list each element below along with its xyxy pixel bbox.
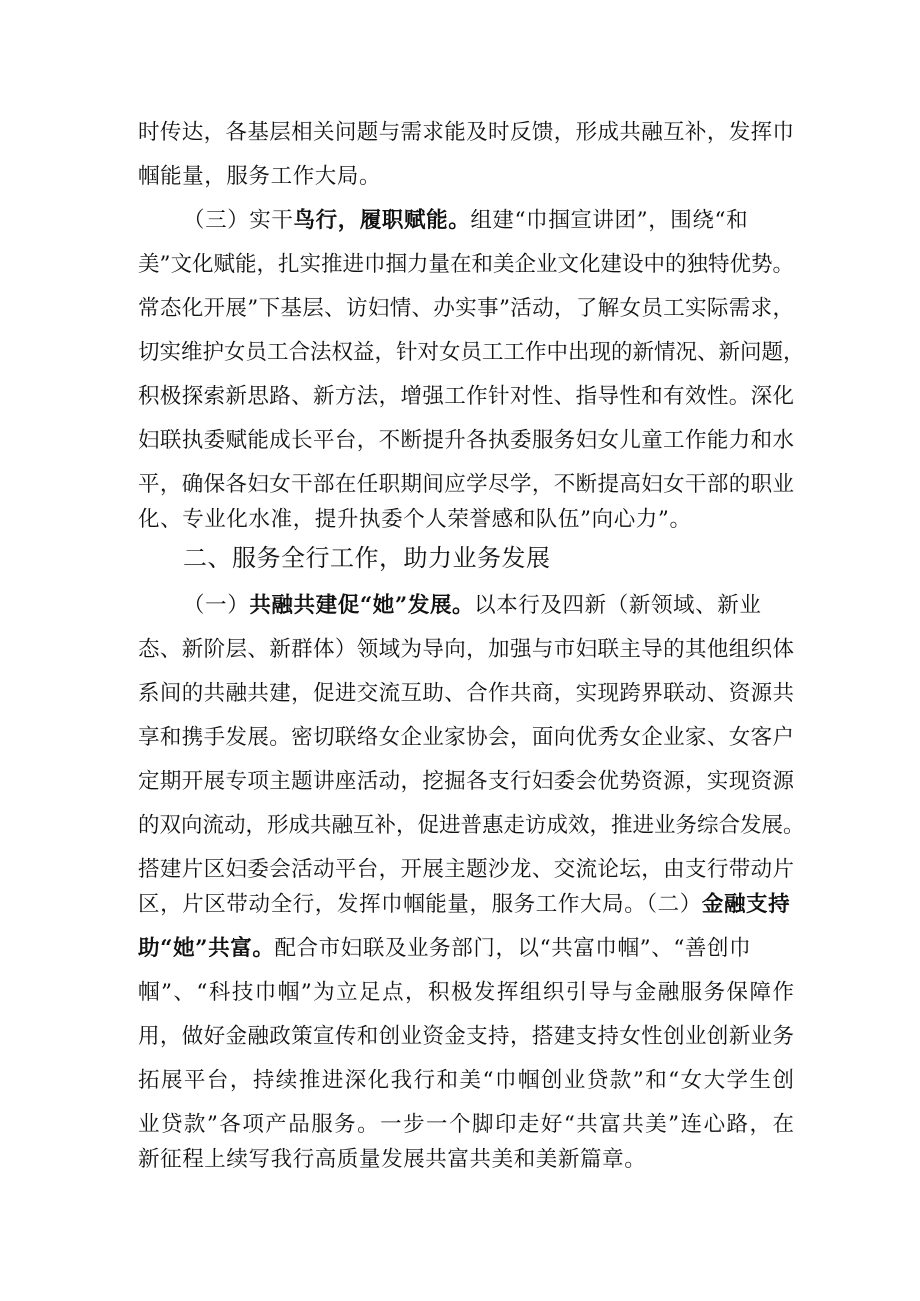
section-2-title-start: 金融支持 <box>701 892 791 917</box>
paragraph-line: 的双向流动，形成共融互补，促进普惠走访成效，推进业务综合发展。 <box>138 813 805 838</box>
paragraph-line: 用，做好金融政策宣传和创业资金支持，搭建支持女性创业创新业务 <box>138 1024 794 1049</box>
paragraph-text: 配合市妇联及业务部门，以“共富巾帼”、“善创巾 <box>274 936 752 961</box>
paragraph-line: 常态化开展”下基层、访妇情、办实事”活动，了解女员工实际需求， <box>138 296 794 321</box>
section-3-lead <box>183 205 794 237</box>
paragraph-line: 化、专业化水准，提升执委个人荣誉感和队伍”向心力”。 <box>138 507 692 532</box>
section-2-title-end: 助“她”共富。 <box>138 936 275 961</box>
section-1-lead <box>183 590 794 622</box>
section-3-text: 组建“巾掴宣讲团”，围绕“和 <box>470 208 749 233</box>
paragraph-line: 帼”、“科技巾帼”为立足点，积极发挥组织引导与金融服务保障作 <box>138 980 794 1005</box>
section-1-number: （一） <box>183 593 250 618</box>
paragraph-line <box>138 889 794 921</box>
paragraph-text: 区，片区带动全行，发挥巾帼能量，服务工作大局。（二） <box>138 892 702 917</box>
paragraph-line: 享和携手发展。密切联络女企业家协会，面向优秀女企业家、女客户 <box>138 725 794 750</box>
paragraph-line: 妇联执委赋能成长平台，不断提升各执委服务妇女儿童工作能力和水 <box>138 428 794 453</box>
section-3-title: 鸟行，履职赋能。 <box>293 208 471 233</box>
paragraph-line: 新征程上续写我行高质量发展共富共美和美新篇章。 <box>138 1147 647 1172</box>
paragraph-line: 系间的共融共建，促进交流互助、合作共商，实现跨界联动、资源共 <box>138 681 794 706</box>
section-1-title: 共融共建促“她”发展。 <box>249 593 475 618</box>
paragraph-line: 定期开展专项主题讲座活动，挖掘各支行妇委会优势资源，实现资源 <box>138 769 794 794</box>
paragraph-line: 搭建片区妇委会活动平台，开展主题沙龙、交流论坛，由支行带动片 <box>138 857 794 882</box>
paragraph-line: 切实维护女员工合法权益，针对女员工工作中出现的新情况、新问题， <box>138 340 805 365</box>
paragraph-line: 帼能量，服务工作大局。 <box>138 164 382 189</box>
paragraph-line: 时传达，各基层相关问题与需求能及时反馈，形成共融互补，发挥巾 <box>138 120 794 145</box>
paragraph-line: 美”文化赋能，扎实推进巾掴力量在和美企业文化建设中的独特优势。 <box>138 252 794 277</box>
paragraph-line: 态、新阶层、新群体）领域为导向，加强与市妇联主导的其他组织体 <box>138 637 794 662</box>
paragraph-line: 业贷款”各项产品服务。一步一个脚印走好“共富共美”连心路，在 <box>138 1112 794 1137</box>
section-1-text: 以本行及四新（新领域、新业 <box>474 593 762 618</box>
paragraph-line: 积极探索新思路、新方法，增强工作针对性、指导性和有效性。深化 <box>138 384 794 409</box>
paragraph-line: 平，确保各妇女干部在任职期间应学尽学，不断提高妇女干部的职业 <box>138 472 794 497</box>
section-3-number: （三）实干 <box>183 208 294 233</box>
paragraph-line <box>138 933 794 965</box>
section-heading: 二、服务全行工作，助力业务发展 <box>183 544 551 572</box>
paragraph-line: 拓展平台，持续推进深化我行和美“巾帼创业贷款”和“女大学生创 <box>138 1068 794 1093</box>
